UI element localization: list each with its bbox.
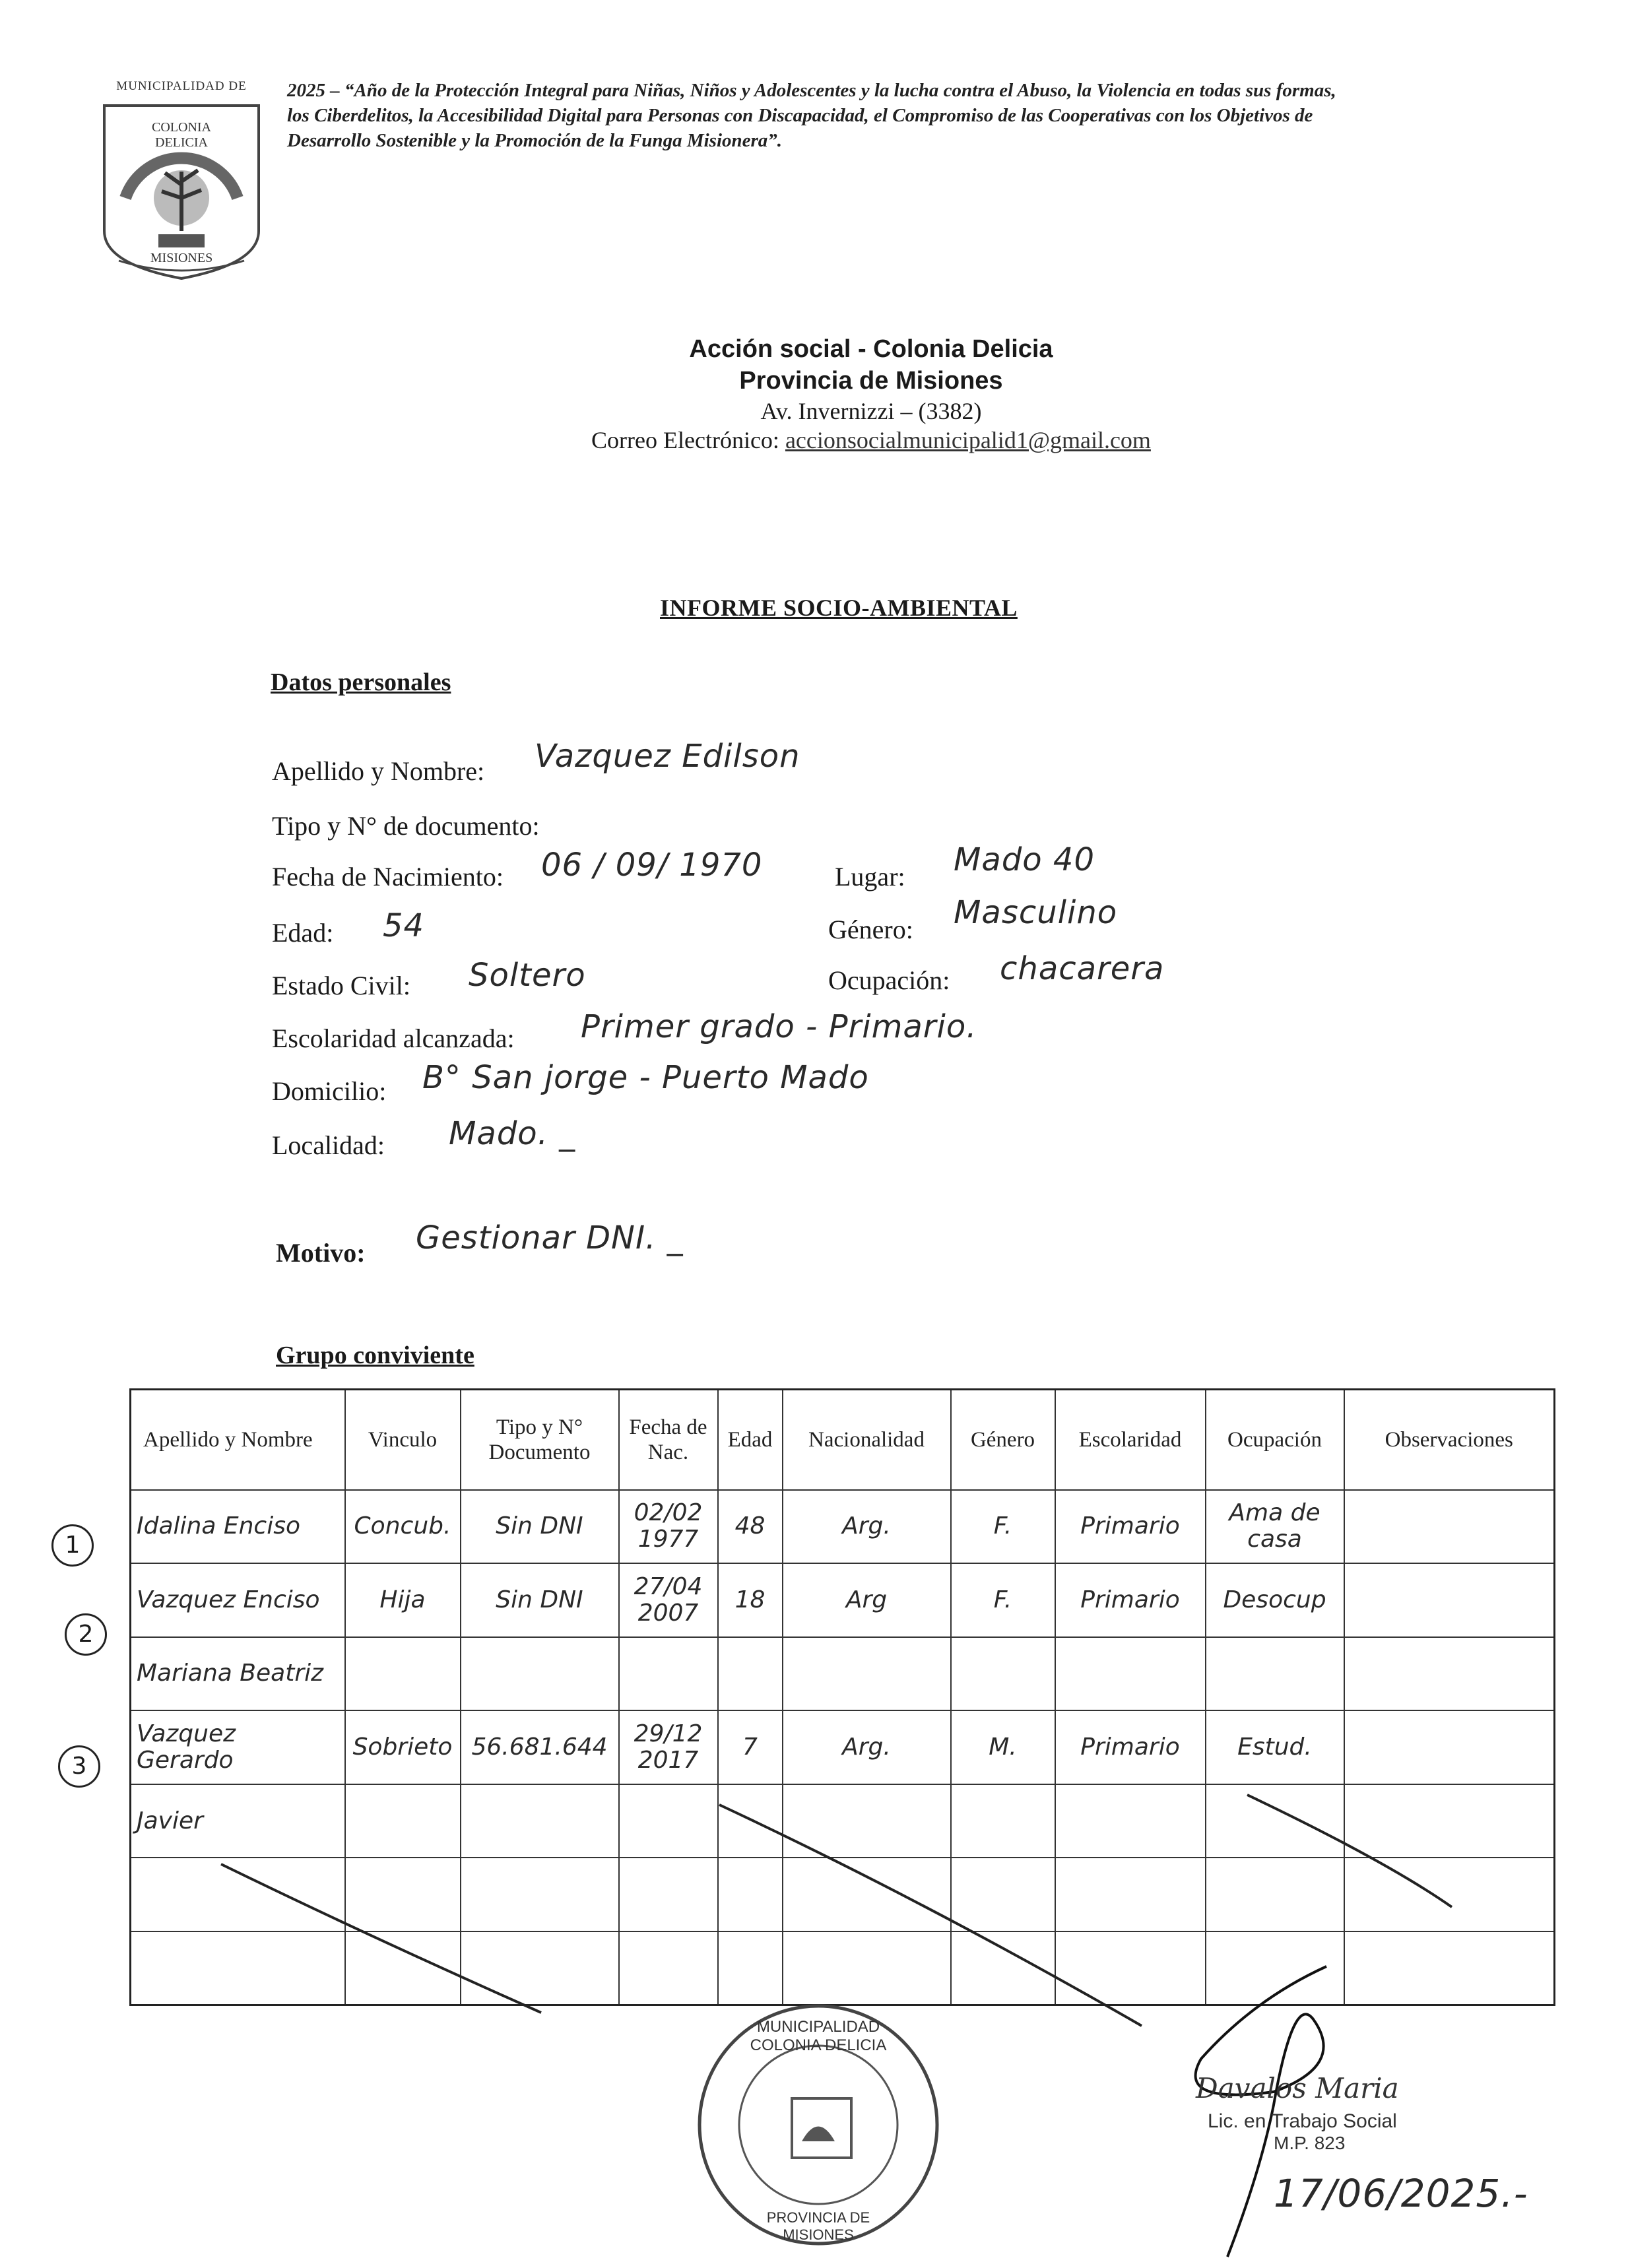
- gender-label: Género:: [828, 915, 913, 944]
- name-value: Vazquez Edilson: [535, 738, 800, 775]
- schooling-value: Primer grado - Primario.: [581, 1008, 977, 1045]
- cell-nationality: Arg.: [783, 1490, 951, 1564]
- official-stamp: [693, 1999, 944, 2250]
- report-title: INFORME SOCIO-AMBIENTAL: [660, 595, 1018, 621]
- cell-schooling: [1055, 1637, 1206, 1711]
- cell-name: Vazquez Gerardo: [131, 1710, 345, 1784]
- cell-document: [461, 1637, 619, 1711]
- cell-age: [718, 1637, 783, 1711]
- cell-schooling: Primario: [1055, 1710, 1206, 1784]
- cell-vinculo: Sobrieto: [345, 1710, 461, 1784]
- cell-occupation: [1206, 1637, 1344, 1711]
- col-header-gender: Género: [951, 1390, 1055, 1490]
- cell-document: Sin DNI: [461, 1563, 619, 1637]
- table-row: [131, 1710, 1555, 1784]
- reason-label: Motivo:: [276, 1238, 366, 1268]
- province-name: Provincia de Misiones: [739, 367, 1003, 395]
- birth-value: 06 / 09/ 1970: [541, 847, 763, 884]
- cell-birthdate: [619, 1637, 718, 1711]
- row-marker-2: 2: [65, 1613, 107, 1656]
- age-label: Edad:: [272, 918, 334, 948]
- address-value: B° San jorge - Puerto Mado: [422, 1059, 869, 1096]
- cell-name: Mariana Beatriz: [131, 1637, 345, 1711]
- cell-document: 56.681.644: [461, 1710, 619, 1784]
- institution-header: [462, 333, 1280, 455]
- signature-date: 17/06/2025.-: [1274, 2171, 1528, 2216]
- doc-label: Tipo y N° de documento:: [272, 811, 540, 841]
- col-header-age: Edad: [718, 1390, 783, 1490]
- locality-value: Mado. _: [449, 1115, 576, 1152]
- age-value: 54: [383, 907, 425, 944]
- table-row: [131, 1490, 1555, 1564]
- crest-top-text: MUNICIPALIDAD DE: [116, 79, 247, 93]
- institution-address: Av. Invernizzi – (3382): [760, 398, 982, 424]
- table-row: [131, 1563, 1555, 1637]
- cell-name: Idalina Enciso: [131, 1490, 345, 1564]
- occupation-label: Ocupación:: [828, 965, 950, 995]
- cell-name: Javier: [131, 1784, 345, 1858]
- cell-gender: F.: [951, 1490, 1055, 1564]
- cell-observations: [1344, 1710, 1555, 1784]
- col-header-occupation: Ocupación: [1206, 1390, 1344, 1490]
- col-header-vinculo: Vinculo: [345, 1390, 461, 1490]
- cell-nationality: [783, 1637, 951, 1711]
- cell-observations: [1344, 1563, 1555, 1637]
- email-link[interactable]: accionsocialmunicipalid1@gmail.com: [785, 427, 1151, 453]
- col-header-document: Tipo y N° Documento: [461, 1390, 619, 1490]
- name-label: Apellido y Nombre:: [272, 756, 485, 786]
- cell-vinculo: Concub.: [345, 1490, 461, 1564]
- cell-age: 48: [718, 1490, 783, 1564]
- institution-name: Acción social - Colonia Delicia: [689, 335, 1053, 363]
- col-header-birthdate: Fecha de Nac.: [619, 1390, 718, 1490]
- signature-license: M.P. 823: [1274, 2133, 1346, 2153]
- locality-label: Localidad:: [272, 1130, 385, 1160]
- cell-age: 18: [718, 1563, 783, 1637]
- civil-value: Soltero: [469, 957, 586, 994]
- signature-scribble-icon: [1175, 1953, 1478, 2263]
- crest-ring-text: COLONIA DELICIA: [152, 120, 211, 150]
- cell-birthdate: 02/02 1977: [619, 1490, 718, 1564]
- cell-occupation: Ama de casa: [1206, 1490, 1344, 1564]
- year-motto: 2025 – “Año de la Protección Integral para Niñas, Niños y Adolescentes y la lucha contra el Abuso, la Violencia en todas sus formas, los Ciberdelitos, la Accesibilidad Digital para Personas con Discapacidad, el Compromiso de las Cooperativas con los Objetivos de Desarrollo Sostenible y la Promoción de la Funga Misionera”.: [287, 80, 1336, 151]
- occupation-value: chacarera: [1000, 950, 1165, 987]
- cell-vinculo: Hija: [345, 1563, 461, 1637]
- signature-title: Lic. en Trabajo Social: [1208, 2110, 1397, 2132]
- cell-occupation: Desocup: [1206, 1563, 1344, 1637]
- stamp-bottom-text: PROVINCIA DE MISIONES: [766, 2209, 870, 2243]
- cell-schooling: Primario: [1055, 1563, 1206, 1637]
- place-value: Mado 40: [954, 841, 1095, 878]
- institution-email-line: [462, 426, 1280, 455]
- cell-schooling: Primario: [1055, 1490, 1206, 1564]
- personal-data-title: Datos personales: [271, 668, 451, 696]
- schooling-label: Escolaridad alcanzada:: [272, 1023, 515, 1053]
- reason-value: Gestionar DNI. _: [416, 1219, 684, 1256]
- cell-gender: F.: [951, 1563, 1055, 1637]
- address-label: Domicilio:: [272, 1076, 387, 1106]
- municipal-crest: [92, 79, 271, 284]
- cell-gender: M.: [951, 1710, 1055, 1784]
- col-header-name: Apellido y Nombre: [131, 1390, 345, 1490]
- table-header-row: [131, 1390, 1555, 1490]
- cell-age: 7: [718, 1710, 783, 1784]
- birth-label: Fecha de Nacimiento:: [272, 862, 504, 891]
- signature-name: Davalos Maria: [1196, 2072, 1399, 2104]
- cell-gender: [951, 1637, 1055, 1711]
- cell-document: Sin DNI: [461, 1490, 619, 1564]
- cell-nationality: Arg.: [783, 1710, 951, 1784]
- col-header-observations: Observaciones: [1344, 1390, 1555, 1490]
- table-row: [131, 1637, 1555, 1711]
- col-header-nationality: Nacionalidad: [783, 1390, 951, 1490]
- row-marker-3: 3: [58, 1745, 100, 1788]
- crest-bottom-text: MISIONES: [150, 251, 213, 265]
- email-label: Correo Electrónico:: [591, 427, 779, 453]
- cell-vinculo: [345, 1637, 461, 1711]
- place-label: Lugar:: [835, 862, 905, 891]
- stamp-ring-text: MUNICIPALIDAD COLONIA DELICIA: [750, 2018, 887, 2054]
- cell-birthdate: 29/12 2017: [619, 1710, 718, 1784]
- cell-observations: [1344, 1637, 1555, 1711]
- gender-value: Masculino: [954, 894, 1118, 931]
- cell-birthdate: 27/04 2007: [619, 1563, 718, 1637]
- household-title: Grupo conviviente: [276, 1342, 474, 1369]
- row-marker-1: 1: [51, 1524, 94, 1567]
- civil-label: Estado Civil:: [272, 971, 410, 1000]
- cell-name: Vazquez Enciso: [131, 1563, 345, 1637]
- cell-nationality: Arg: [783, 1563, 951, 1637]
- cell-observations: [1344, 1490, 1555, 1564]
- cell-occupation: Estud.: [1206, 1710, 1344, 1784]
- col-header-schooling: Escolaridad: [1055, 1390, 1206, 1490]
